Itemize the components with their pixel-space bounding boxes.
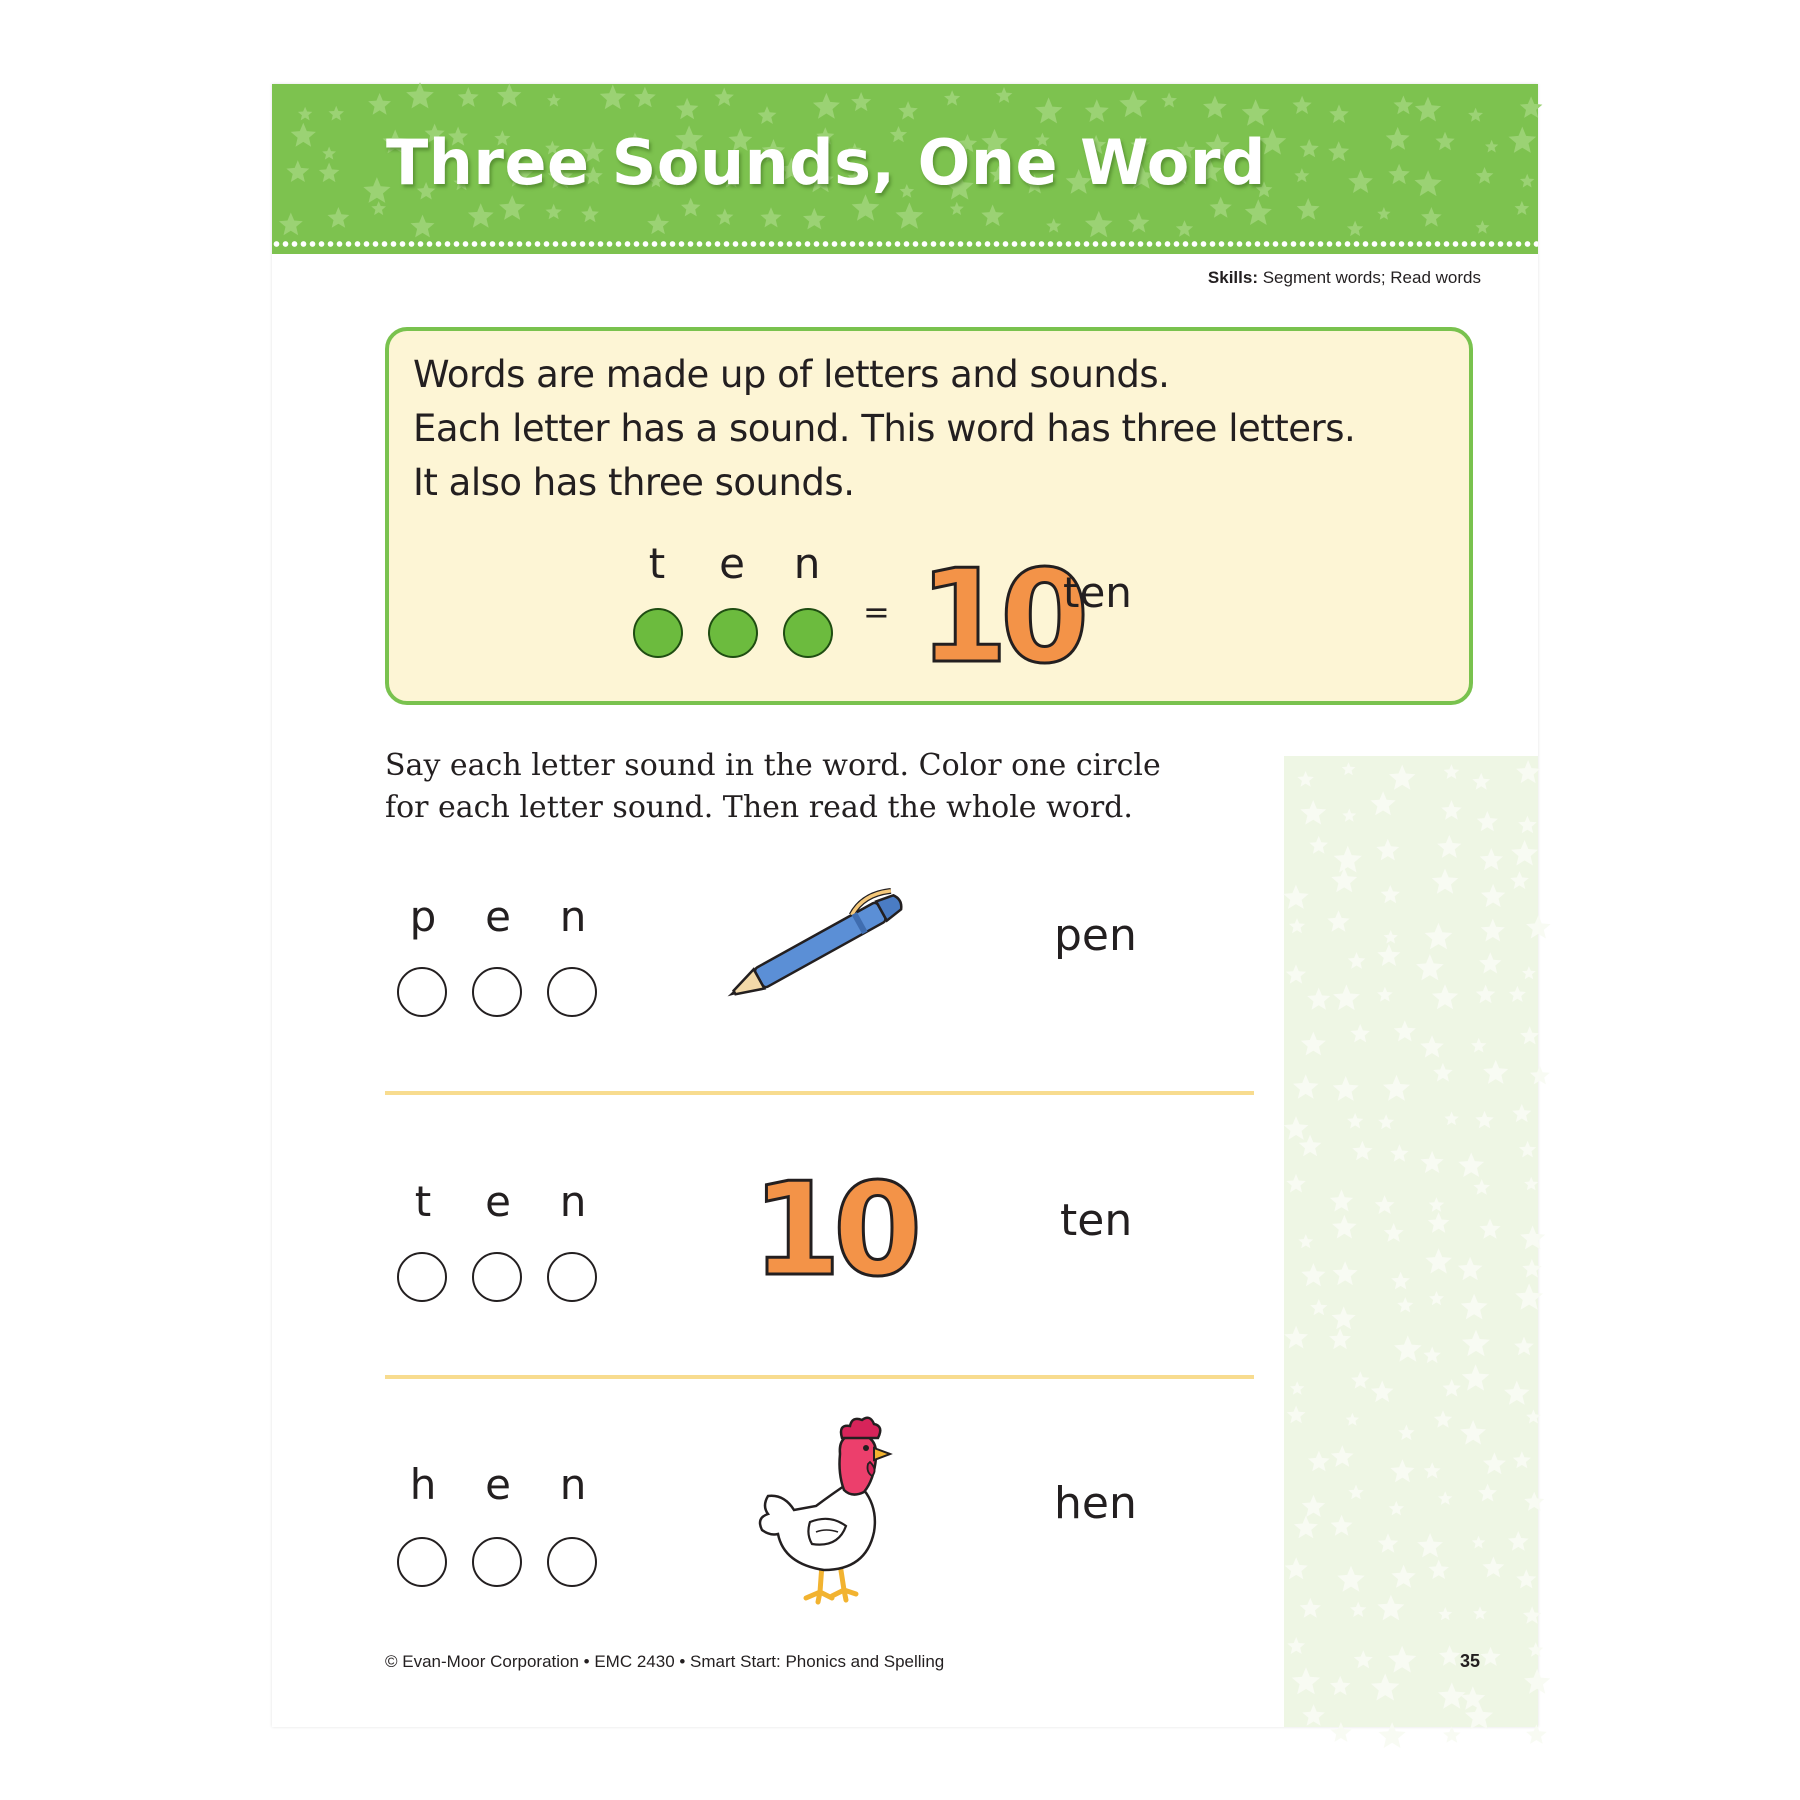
decorative-star	[1480, 848, 1503, 870]
example-word: ten	[1063, 568, 1132, 617]
decorative-star	[1425, 923, 1453, 949]
decorative-star	[1458, 1153, 1484, 1178]
item-letter: p	[409, 892, 437, 941]
decorative-star	[634, 87, 656, 108]
row-divider	[385, 1091, 1254, 1095]
decorative-star	[1476, 167, 1494, 184]
equals-sign: =	[863, 593, 890, 631]
decorative-star	[1390, 1144, 1408, 1162]
decorative-star	[1286, 964, 1306, 983]
decorative-star	[1481, 919, 1505, 942]
decorative-star	[1472, 1536, 1486, 1549]
decorative-star	[1391, 1565, 1415, 1588]
skills-text: Segment words; Read words	[1258, 268, 1481, 287]
item-letter: e	[485, 1177, 511, 1226]
decorative-star	[1526, 915, 1551, 938]
decorative-star	[1473, 1606, 1487, 1619]
decorative-star	[1331, 1722, 1352, 1742]
directions-line: for each letter sound. Then read the whole word.	[385, 790, 1133, 825]
decorative-star	[1289, 918, 1305, 933]
decorative-star	[1481, 1647, 1501, 1666]
decorative-star	[1342, 809, 1356, 822]
decorative-star	[406, 82, 434, 108]
decorative-star	[1528, 1642, 1543, 1657]
decorative-star	[1309, 836, 1328, 854]
directions-line: Say each letter sound in the word. Color one circle	[385, 748, 1161, 783]
decorative-star	[458, 87, 479, 107]
decorative-star	[1524, 1669, 1550, 1694]
decorative-star	[1424, 1462, 1441, 1478]
decorative-star	[547, 93, 561, 106]
title-banner	[272, 84, 1538, 254]
decorative-star	[1438, 1491, 1452, 1505]
decorative-star	[279, 213, 303, 236]
decorative-star	[1511, 840, 1538, 866]
decorative-star	[1390, 1459, 1414, 1482]
decorative-star	[1429, 1560, 1450, 1579]
decorative-star	[1284, 1326, 1308, 1349]
decorative-star	[546, 204, 562, 220]
decorative-star	[1434, 1410, 1452, 1428]
decorative-star	[1203, 96, 1227, 119]
decorative-star	[1293, 1074, 1319, 1098]
decorative-star	[600, 85, 626, 110]
decorative-star	[1433, 1063, 1453, 1082]
decorative-star	[1485, 140, 1498, 153]
page-title: Three Sounds, One Word	[386, 126, 1266, 199]
decorative-star	[1381, 885, 1400, 903]
sound-circle[interactable]	[547, 1537, 597, 1587]
decorative-star	[676, 98, 699, 119]
decorative-star	[1350, 1024, 1370, 1043]
decorative-star	[468, 203, 494, 227]
skills-line	[1208, 268, 1481, 288]
decorative-star	[1377, 1595, 1404, 1621]
decorative-star	[1378, 1114, 1394, 1129]
decorative-star	[1308, 1451, 1330, 1472]
decorative-star	[1510, 871, 1529, 889]
decorative-star	[1520, 174, 1535, 188]
sound-circle[interactable]	[397, 1252, 447, 1302]
decorative-star	[1504, 1381, 1529, 1405]
item-letter: e	[485, 892, 511, 941]
decorative-star	[1347, 221, 1363, 237]
decorative-star	[1518, 816, 1537, 834]
decorative-star	[1421, 207, 1442, 227]
sound-circle[interactable]	[397, 1537, 447, 1587]
decorative-star	[1348, 952, 1366, 969]
decorative-star	[1523, 1606, 1541, 1623]
decorative-star	[1519, 1141, 1536, 1158]
info-line: Each letter has a sound. This word has three letters.	[413, 407, 1356, 450]
number-ten-text: 10	[919, 543, 1082, 692]
decorative-star	[1333, 1076, 1359, 1101]
decorative-star	[1479, 1219, 1500, 1239]
decorative-star	[1425, 1248, 1452, 1273]
skills-label: Skills:	[1207, 268, 1258, 287]
decorative-star	[1284, 1116, 1309, 1140]
page-number: 35	[1459, 1651, 1480, 1671]
decorative-star	[1283, 885, 1309, 909]
decorative-star	[813, 93, 840, 119]
decorative-star	[715, 88, 734, 107]
decorative-star	[1442, 1379, 1461, 1397]
decorative-star	[1348, 170, 1373, 193]
decorative-star	[1515, 201, 1530, 215]
decorative-star	[1330, 1189, 1353, 1211]
decorative-star	[1327, 910, 1350, 931]
decorative-star	[1444, 764, 1460, 779]
decorative-star	[981, 205, 1004, 227]
decorative-star	[1161, 92, 1177, 107]
decorative-star	[1516, 1569, 1536, 1588]
item-word: pen	[1054, 910, 1137, 961]
example-letter: e	[719, 539, 745, 588]
item-word: ten	[1060, 1195, 1133, 1246]
item-letter: n	[559, 1177, 587, 1226]
decorative-star	[1423, 1347, 1441, 1364]
decorative-star	[1391, 1272, 1410, 1290]
decorative-star	[1292, 1667, 1321, 1694]
decorative-star	[1307, 988, 1330, 1010]
decorative-star	[291, 123, 316, 147]
decorative-star	[1482, 1557, 1504, 1578]
decorative-star	[1287, 1406, 1306, 1424]
decorative-star	[1329, 104, 1349, 123]
decorative-star	[1290, 1381, 1304, 1395]
decorative-star	[1331, 868, 1357, 893]
decorative-star	[411, 215, 435, 238]
decorative-star	[1287, 1637, 1305, 1654]
decorative-star	[1438, 1607, 1452, 1620]
decorative-star	[1352, 1141, 1372, 1160]
side-star-panel	[1284, 756, 1538, 1727]
decorative-star	[1520, 1226, 1545, 1250]
decorative-star	[1035, 97, 1062, 123]
decorative-star	[1462, 1364, 1490, 1390]
decorative-star	[1522, 966, 1536, 979]
decorative-star	[1297, 198, 1320, 220]
decorative-star	[1371, 1381, 1394, 1403]
decorative-star	[1378, 1533, 1399, 1553]
item-letter: n	[559, 892, 587, 941]
decorative-star	[1416, 954, 1444, 980]
sound-circle-filled	[708, 608, 758, 658]
decorative-star	[896, 202, 924, 228]
decorative-star	[1351, 1371, 1369, 1388]
decorative-star	[1509, 127, 1537, 153]
hen-icon	[754, 1414, 894, 1604]
pen-icon	[712, 884, 932, 1004]
decorative-star	[1460, 1420, 1486, 1445]
decorative-star	[1526, 1724, 1547, 1744]
decorative-star	[1429, 1197, 1445, 1212]
decorative-star	[1481, 884, 1505, 907]
sound-circle-filled	[783, 608, 833, 658]
decorative-star	[1379, 1722, 1406, 1748]
decorative-star	[1298, 1234, 1313, 1248]
number-ten-icon	[919, 543, 1082, 692]
decorative-star	[1350, 1602, 1366, 1617]
decorative-star	[1332, 1215, 1357, 1239]
decorative-star	[1472, 773, 1490, 790]
decorative-star	[1328, 141, 1349, 161]
decorative-star	[1297, 771, 1314, 787]
decorative-star	[1397, 1297, 1413, 1312]
decorative-star	[1347, 1113, 1363, 1129]
decorative-star	[1342, 762, 1356, 775]
decorative-star	[1477, 811, 1498, 831]
sound-circle-filled	[633, 608, 683, 658]
decorative-star	[1515, 1283, 1543, 1309]
decorative-star	[1300, 139, 1319, 157]
decorative-star	[1458, 1257, 1483, 1281]
decorative-star	[1329, 1328, 1351, 1349]
decorative-star	[1377, 987, 1393, 1002]
row-divider	[385, 1375, 1254, 1379]
decorative-star	[1331, 1515, 1353, 1536]
sound-circle[interactable]	[472, 1537, 522, 1587]
decorative-star	[1417, 1533, 1443, 1557]
decorative-star	[1476, 220, 1490, 233]
decorative-star	[1483, 1060, 1508, 1084]
decorative-star	[1512, 1104, 1531, 1122]
decorative-star	[1526, 1410, 1541, 1424]
decorative-star	[1384, 930, 1398, 943]
decorative-star	[1085, 99, 1109, 122]
item-letter: h	[409, 1460, 437, 1509]
decorative-star	[328, 207, 350, 228]
decorative-star	[322, 147, 336, 160]
decorative-star	[1435, 132, 1454, 150]
decorative-star	[1300, 1598, 1321, 1618]
decorative-star	[1513, 1451, 1531, 1468]
decorative-star	[1386, 127, 1410, 150]
decorative-star	[1383, 1075, 1410, 1101]
item-letter: n	[559, 1460, 587, 1509]
decorative-star	[1394, 1335, 1422, 1361]
decorative-star	[371, 201, 386, 215]
decorative-star	[1354, 1650, 1373, 1668]
decorative-star	[1370, 791, 1395, 815]
decorative-star	[1294, 168, 1309, 182]
decorative-star	[329, 106, 345, 121]
decorative-star	[1333, 1261, 1358, 1285]
decorative-star	[1443, 1726, 1460, 1743]
decorative-star	[1508, 1531, 1529, 1551]
decorative-star	[1471, 1038, 1486, 1053]
decorative-star	[581, 205, 599, 222]
decorative-star	[1285, 1557, 1308, 1579]
worksheet-page	[272, 84, 1538, 1727]
sound-circle[interactable]	[472, 1252, 522, 1302]
decorative-star	[1479, 952, 1502, 973]
decorative-star	[1415, 170, 1442, 196]
decorative-star	[1085, 211, 1113, 237]
decorative-star	[1522, 1259, 1542, 1278]
decorative-star	[1462, 1330, 1490, 1357]
decorative-star	[1524, 1492, 1544, 1511]
decorative-star	[1428, 1212, 1450, 1233]
decorative-star	[1475, 1111, 1494, 1129]
footer-credit: © Evan-Moor Corporation • EMC 2430 • Smart Start: Phonics and Spelling	[385, 1652, 945, 1671]
decorative-star	[1441, 800, 1462, 820]
decorative-star	[1509, 986, 1526, 1002]
decorative-star	[1334, 846, 1362, 873]
decorative-star	[1516, 760, 1540, 783]
decorative-star	[1514, 1337, 1534, 1356]
number-ten-icon	[752, 1156, 915, 1305]
dotted-border	[272, 240, 1538, 248]
sound-circle[interactable]	[472, 967, 522, 1017]
decorative-star	[1520, 1026, 1539, 1044]
item-letter: e	[485, 1460, 511, 1509]
decorative-star	[497, 84, 521, 107]
item-word: hen	[1054, 1478, 1137, 1529]
decorative-star	[1377, 207, 1390, 220]
decorative-star	[1398, 1425, 1414, 1441]
decorative-star	[1330, 1676, 1351, 1696]
decorative-star	[1331, 1445, 1354, 1467]
decorative-star	[898, 101, 917, 120]
decorative-star	[1473, 1179, 1490, 1195]
decorative-star	[1524, 1177, 1538, 1191]
decorative-star	[1302, 1704, 1325, 1726]
decorative-star	[1483, 1452, 1506, 1474]
decorative-star	[1119, 90, 1147, 117]
decorative-star	[1388, 1646, 1416, 1673]
decorative-star	[319, 163, 340, 183]
decorative-star	[1432, 869, 1459, 894]
decorative-star	[1460, 1686, 1485, 1710]
info-line: It also has three sounds.	[413, 461, 855, 504]
decorative-star	[996, 87, 1013, 103]
decorative-star	[1478, 1484, 1497, 1502]
decorative-star	[1439, 1645, 1460, 1665]
decorative-star	[1128, 212, 1149, 232]
decorative-star	[1245, 199, 1272, 225]
decorative-star	[1432, 984, 1458, 1009]
decorative-star	[950, 202, 964, 215]
decorative-star	[1377, 944, 1400, 966]
decorative-star	[298, 107, 312, 121]
example-letter: n	[793, 539, 821, 588]
decorative-star	[1375, 1195, 1395, 1214]
decorative-star	[1376, 839, 1399, 861]
decorative-star	[758, 106, 777, 124]
item-letter: t	[414, 1177, 432, 1226]
decorative-star	[1300, 800, 1326, 825]
decorative-star	[1302, 1495, 1326, 1517]
decorative-star	[1286, 1174, 1306, 1193]
decorative-star	[1476, 985, 1496, 1004]
sound-circle[interactable]	[547, 967, 597, 1017]
decorative-star	[1242, 99, 1270, 126]
decorative-star	[803, 208, 826, 230]
decorative-star	[368, 93, 391, 115]
decorative-star	[1437, 835, 1461, 858]
decorative-star	[760, 207, 781, 227]
decorative-star	[1310, 1299, 1327, 1315]
decorative-star	[1520, 96, 1543, 118]
decorative-star	[716, 209, 733, 225]
decorative-star	[1389, 1501, 1404, 1516]
decorative-star	[1294, 1516, 1318, 1539]
star-pattern	[1284, 756, 1538, 1727]
decorative-star	[1394, 96, 1414, 115]
decorative-star	[1210, 197, 1232, 218]
decorative-star	[1176, 220, 1193, 237]
decorative-star	[1420, 1035, 1444, 1057]
decorative-star	[1468, 108, 1483, 122]
decorative-star	[1389, 765, 1416, 790]
decorative-star	[1530, 1066, 1550, 1085]
decorative-star	[286, 160, 309, 182]
sound-circle[interactable]	[397, 967, 447, 1017]
decorative-star	[1384, 1223, 1404, 1242]
decorative-star	[1429, 1291, 1444, 1305]
decorative-star	[1415, 97, 1441, 122]
decorative-star	[1301, 1263, 1325, 1286]
sound-circle[interactable]	[547, 1252, 597, 1302]
decorative-star	[1333, 985, 1360, 1011]
decorative-star	[1332, 1306, 1356, 1329]
example-letter: t	[648, 539, 666, 588]
decorative-star	[1346, 1413, 1360, 1426]
number-ten-text: 10	[752, 1156, 915, 1305]
decorative-star	[1046, 218, 1061, 232]
info-line: Words are made up of letters and sounds.	[413, 353, 1170, 396]
decorative-star	[851, 92, 871, 111]
decorative-star	[1301, 1032, 1326, 1056]
decorative-star	[944, 90, 960, 105]
decorative-star	[1388, 164, 1409, 184]
decorative-star	[681, 198, 701, 217]
decorative-star	[1394, 1020, 1416, 1041]
decorative-star	[1292, 96, 1311, 114]
decorative-star	[1348, 1485, 1363, 1500]
decorative-star	[1444, 1112, 1458, 1126]
decorative-star	[1371, 1674, 1399, 1701]
decorative-star	[647, 213, 669, 234]
decorative-star	[1421, 1151, 1444, 1173]
decorative-star	[1337, 1566, 1364, 1592]
decorative-star	[1461, 1294, 1488, 1320]
info-box	[385, 327, 1473, 705]
